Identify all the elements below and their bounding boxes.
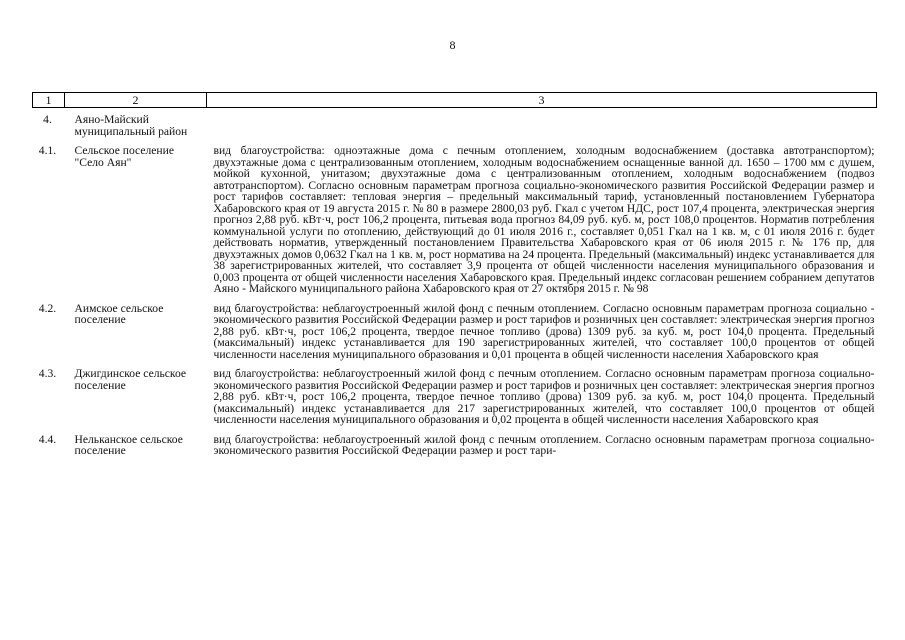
table-row xyxy=(33,108,877,141)
column-header-2: 2 xyxy=(65,93,207,108)
table-row xyxy=(33,140,877,298)
row-number: 4.1. xyxy=(38,144,57,157)
column-header-3: 3 xyxy=(207,93,877,108)
municipality-name: Джигдинское сельское поселение xyxy=(74,367,187,392)
row-number: 4.2. xyxy=(38,301,57,315)
municipality-name: Сельское поселение "Село Аян" xyxy=(74,144,174,169)
table-row xyxy=(33,429,877,460)
row-number: 4.4. xyxy=(38,432,57,446)
table-row xyxy=(33,298,877,364)
municipality-description: вид благоустройства: одноэтажные дома с печным отоплением, холодным водоснабжением (доставка автотранспортом); двухэтажные дома с централизованным отоплением, холодным водоснабжением оснащенные ванной дл. 1650 – 1700 мм с душем, мойкой кухонной, унитазом; двухэтажные дома с централизованным отоплением, холодным водоснабжением (подвоз автотранспортом). Согласно основным параметрам прогноза социально-экономического развития Российской Федерации размер и рост тарифов составляет: тепловая энергия – предельный максимальный тариф, установленный постановлением Губернатора Хабаровского края от 19 августа 2015 г. № 80 в размере 2800,03 руб. Гкал с учетом НДС, рост 107,4 процента, электрическая энергия прогноз 2,88 руб. кВт·ч, рост 106,2 процента, питьевая вода прогноз 84,09 руб. куб. м, рост 108,0 процентов. Норматив потребления коммунальной услуги по отоплению, действующий до 01 июля 2016 г., составляет 0,051 Гкал на 1 кв. м, с 01 июля 2016 г. будет действовать норматив, утвержденный постановлением Правительства Хабаровского края от 06 июля 2015 г. № 176 пр, для двухэтажных домов 0,0632 Гкал на 1 кв. м, рост норматива на 24 процента. Предельный (максимальный) индекс устанавливается для 38 зарегистрированных жителей, что составляет 3,9 процента от общей численности населения муниципального образования и 0,003 процента от общей численности населения Хабаровского края. Предельный индекс согласован решением собранием депутатов Аяно - Майского муниципального района Хабаровского края от 27 октября 2015 г. № 98 xyxy=(213,144,875,295)
table-row xyxy=(33,363,877,429)
table-header xyxy=(33,93,877,108)
row-number: 4. xyxy=(43,113,52,126)
municipality-name: Аимское сельское поселение xyxy=(74,301,164,326)
column-header-1: 1 xyxy=(33,93,65,108)
municipality-description: вид благоустройства: неблагоустроенный жилой фонд с печным отоплением. Согласно основным параметрам прогноза социально-экономического развития Российской Федерации размер и рост тарифов и розничных цен составляет: электрическая энергия прогноз 2,88 руб. кВт·ч, рост 106,2 процента, твердое печное топливо (дрова) 1309 руб. за куб. м, рост 104,0 процента. Предельный (максимальный) индекс устанавливается для 217 зарегистрированных жителей, что составляет 100,0 процентов от общей численности населения муниципального образования и 0,02 процента в общей численности населения Хабаровского края xyxy=(213,367,875,426)
municipality-name: Аяно-Майский муниципальный район xyxy=(74,113,188,138)
municipality-description: вид благоустройства: неблагоустроенный жилой фонд с печным отоплением. Согласно основным параметрам прогноза социально-экономического развития Российской Федерации размер и рост тари- xyxy=(213,432,875,457)
municipality-description: вид благоустройства: неблагоустроенный жилой фонд с печным отоплением. Согласно основным параметрам прогноза социально - экономического развития Российской Федерации размер и рост тарифов и розничных цен составляет: электрическая энергия прогноз 2,88 руб. кВт·ч, рост 106,2 процента, твердое печное топливо (дрова) 1309 руб. за куб. м, рост 104,0 процента. Предельный (максимальный) индекс устанавливается для 190 зарегистрированных жителей, что составляет 100,0 процентов от общей численности населения муниципального образования и 0,01 процента в общей численности населения Хабаровского края xyxy=(213,301,875,361)
municipality-name: Нельканское сельское поселение xyxy=(74,432,183,457)
row-number: 4.3. xyxy=(38,367,57,380)
municipality-description xyxy=(207,108,877,141)
page-number: 8 xyxy=(449,38,456,52)
regions-table xyxy=(32,92,877,460)
